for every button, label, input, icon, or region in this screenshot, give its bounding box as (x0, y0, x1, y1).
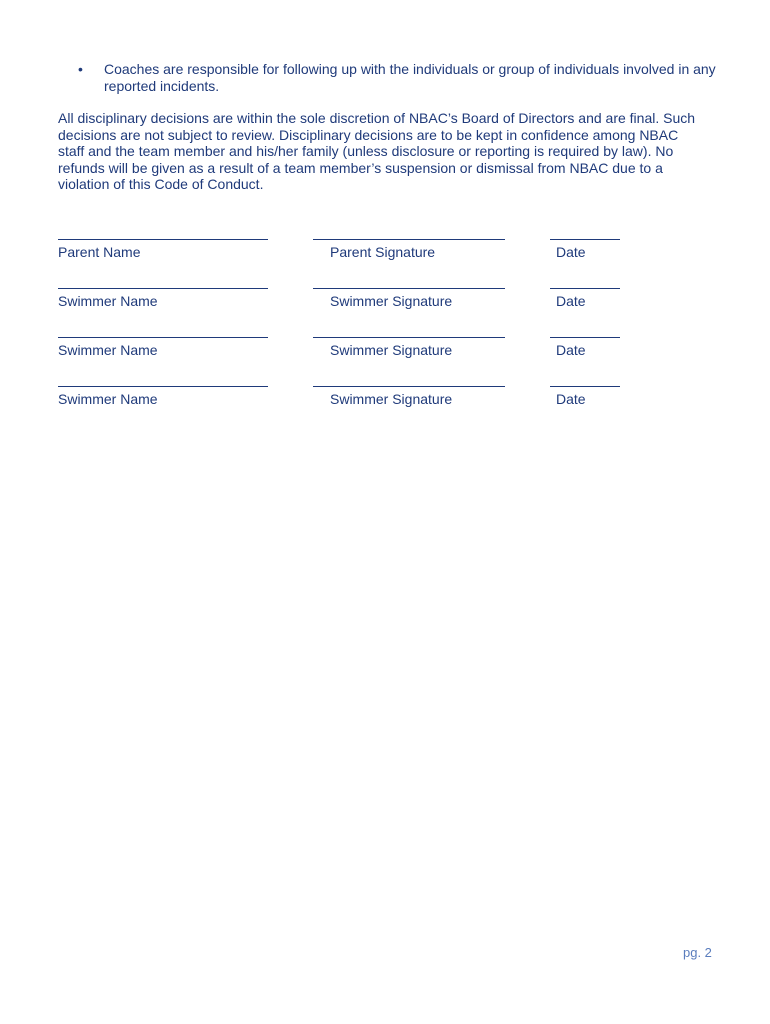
date-label: Date (556, 244, 586, 260)
date-label: Date (556, 342, 586, 358)
bullet-icon: • (78, 61, 83, 77)
date-line[interactable] (550, 288, 620, 289)
date-line[interactable] (550, 337, 620, 338)
signature-row-swimmer-1 (58, 288, 638, 328)
signature-line[interactable] (313, 337, 505, 338)
signature-row-swimmer-2 (58, 337, 638, 377)
page-number: pg. 2 (683, 945, 712, 960)
signature-line[interactable] (313, 288, 505, 289)
bullet-text: Coaches are responsible for following up with the individuals or group of individuals involved in any reported incidents. (104, 61, 716, 94)
name-label: Swimmer Name (58, 391, 158, 407)
signature-line[interactable] (313, 386, 505, 387)
date-line[interactable] (550, 386, 620, 387)
signature-label: Swimmer Signature (330, 342, 453, 358)
name-label: Swimmer Name (58, 293, 158, 309)
signature-label: Swimmer Signature (330, 293, 453, 309)
disciplinary-paragraph: All disciplinary decisions are within the sole discretion of NBAC’s Board of Directors and are final. Such decisions are not subject to review. Disciplinary decisions are to be kept in confidence among NBAC staff and the team member and his/her family (unless disclosure or reporting is required by law). No refunds will be given as a result of a team member’s suspension or dismissal from NBAC due to a violation of this Code of Conduct. (58, 110, 696, 192)
name-label: Parent Name (58, 244, 141, 260)
signature-line[interactable] (313, 239, 505, 240)
signature-row-parent (58, 239, 638, 279)
signature-label: Parent Signature (330, 244, 436, 260)
date-line[interactable] (550, 239, 620, 240)
signature-row-swimmer-3 (58, 386, 638, 426)
name-line[interactable] (58, 386, 268, 387)
date-label: Date (556, 293, 586, 309)
name-line[interactable] (58, 337, 268, 338)
name-line[interactable] (58, 288, 268, 289)
date-label: Date (556, 391, 586, 407)
name-label: Swimmer Name (58, 342, 158, 358)
name-line[interactable] (58, 239, 268, 240)
signature-label: Swimmer Signature (330, 391, 453, 407)
